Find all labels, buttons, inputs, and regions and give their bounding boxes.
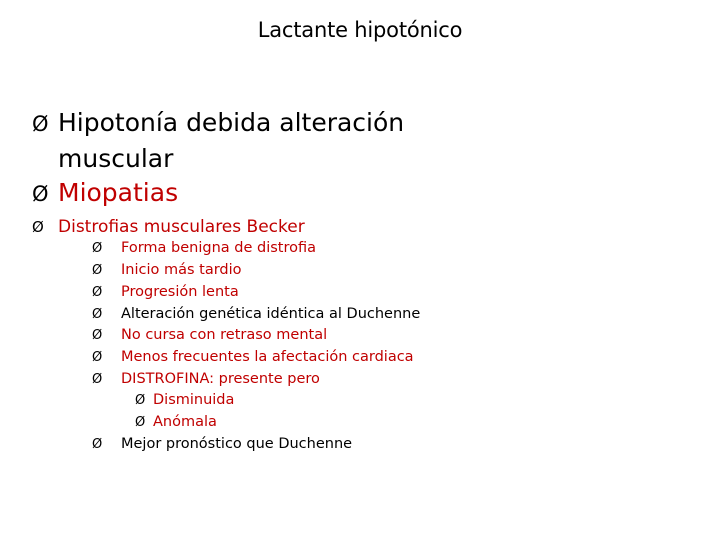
bullet-item — [92, 436, 352, 452]
arrow-bullet-icon: Ø — [135, 415, 146, 430]
arrow-bullet-icon: Ø — [32, 182, 49, 206]
bullet-continuation: muscular — [58, 144, 174, 173]
bullet-text: No cursa con retraso mental — [121, 327, 328, 343]
bullet-miopatias — [32, 178, 178, 207]
arrow-bullet-icon: Ø — [92, 285, 103, 300]
arrow-bullet-icon: Ø — [92, 350, 103, 365]
arrow-bullet-icon: Ø — [92, 328, 103, 343]
bullet-text: Hipotonía debida alteración — [58, 108, 405, 137]
bullet-text: Menos frecuentes la afectación cardiaca — [121, 349, 414, 365]
bullet-item — [92, 327, 327, 343]
bullet-item — [92, 371, 320, 387]
bullet-text: Distrofias musculares Becker — [58, 217, 305, 237]
slide-title: Lactante hipotónico — [257, 18, 463, 42]
bullet-hipotonia — [32, 108, 404, 137]
arrow-bullet-icon: Ø — [92, 263, 103, 278]
arrow-bullet-icon: Ø — [32, 218, 44, 236]
bullet-item — [92, 284, 239, 300]
bullet-text: Disminuida — [153, 392, 235, 408]
arrow-bullet-icon: Ø — [92, 307, 103, 322]
arrow-bullet-icon: Ø — [92, 241, 103, 256]
bullet-text: DISTROFINA: presente pero — [121, 371, 320, 387]
bullet-item — [92, 240, 316, 256]
bullet-text: Forma benigna de distrofia — [121, 240, 316, 256]
bullet-text: Progresión lenta — [121, 284, 239, 300]
bullet-item — [92, 306, 420, 322]
bullet-distrofias — [32, 217, 305, 237]
arrow-bullet-icon: Ø — [92, 437, 103, 452]
bullet-text: Anómala — [153, 414, 217, 430]
bullet-item — [92, 262, 242, 278]
bullet-text: Miopatias — [58, 178, 179, 207]
bullet-text: Alteración genética idéntica al Duchenne — [121, 306, 421, 322]
sub-bullet-item — [135, 414, 217, 430]
arrow-bullet-icon: Ø — [92, 372, 103, 387]
arrow-bullet-icon: Ø — [32, 112, 49, 136]
bullet-item — [92, 349, 414, 365]
arrow-bullet-icon: Ø — [135, 393, 146, 408]
bullet-text: Mejor pronóstico que Duchenne — [121, 436, 353, 452]
bullet-text: Inicio más tardio — [121, 262, 242, 278]
sub-bullet-item — [135, 392, 234, 408]
